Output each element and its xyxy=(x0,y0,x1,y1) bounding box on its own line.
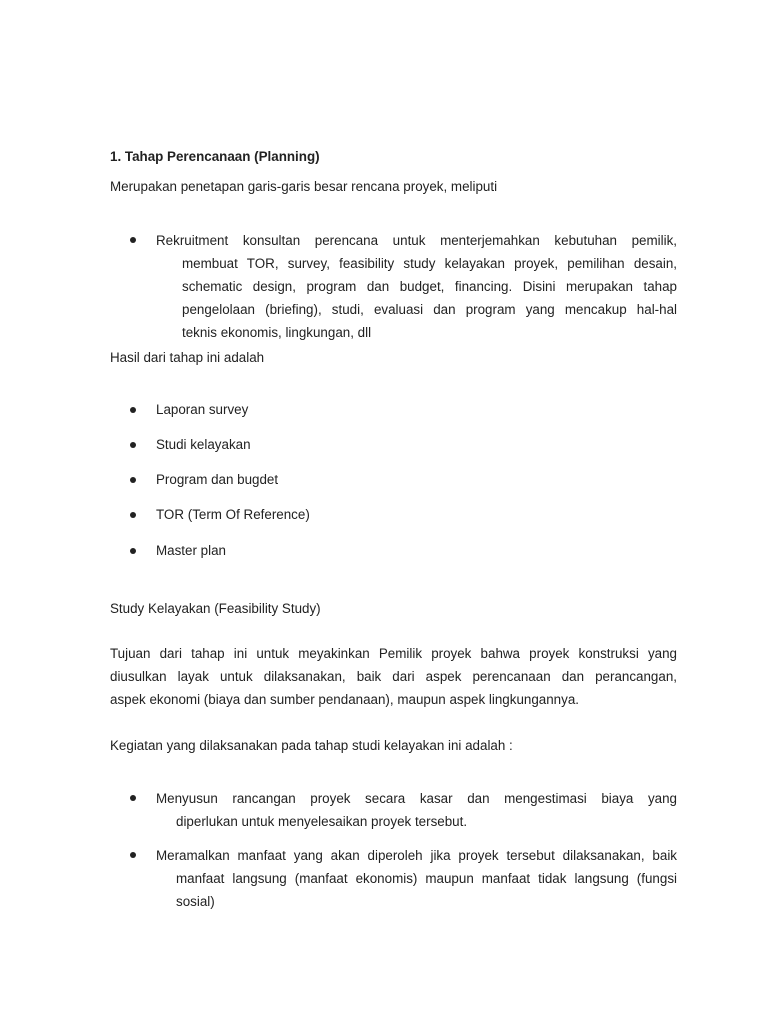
purpose-line: Tujuan dari tahap ini untuk meyakinkan Pemilik proyek bahwa proyek konstruksi yang xyxy=(110,646,677,661)
bullet-dot-icon xyxy=(130,442,136,448)
first-bullet-line: membuat TOR, survey, feasibility study kelayakan proyek, pemilihan desain, xyxy=(182,256,677,271)
activity-item xyxy=(156,844,677,913)
first-bullet-line: Rekruitment konsultan perencana untuk menterjemahkan kebutuhan pemilik, xyxy=(156,233,677,248)
bullet-dot-icon xyxy=(130,795,136,801)
list-item: Laporan survey xyxy=(156,402,249,417)
bullet-dot-icon xyxy=(130,477,136,483)
feasibility-title: Study Kelayakan (Feasibility Study) xyxy=(110,601,321,616)
bullet-dot-icon xyxy=(130,512,136,518)
list-item: Master plan xyxy=(156,543,226,558)
bullet-dot-icon xyxy=(130,852,136,858)
activity-line: manfaat langsung (manfaat ekonomis) maupun manfaat tidak langsung (fungsi xyxy=(176,871,677,886)
section-heading: 1. Tahap Perencanaan (Planning) xyxy=(110,149,320,164)
activity-item xyxy=(156,787,677,833)
bullet-dot-icon xyxy=(130,407,136,413)
section-intro: Merupakan penetapan garis-garis besar rencana proyek, meliputi xyxy=(110,179,498,194)
first-bullet-line: teknis ekonomis, lingkungan, dll xyxy=(182,325,372,340)
bullet-dot-icon xyxy=(130,237,136,243)
activity-line: Meramalkan manfaat yang akan diperoleh jika proyek tersebut dilaksanakan, baik xyxy=(156,848,677,863)
purpose-line: aspek ekonomi (biaya dan sumber pendanaan), maupun aspek lingkungannya. xyxy=(110,692,579,707)
bullet-dot-icon xyxy=(130,548,136,554)
first-bullet-paragraph xyxy=(156,229,677,344)
activity-line: diperlukan untuk menyelesaikan proyek tersebut. xyxy=(176,814,468,829)
activity-line: sosial) xyxy=(176,894,215,909)
feasibility-purpose-paragraph xyxy=(110,642,677,711)
list-item: TOR (Term Of Reference) xyxy=(156,507,310,522)
activity-line: Menyusun rancangan proyek secara kasar dan mengestimasi biaya yang xyxy=(156,791,677,806)
first-bullet-line: schematic design, program dan budget, financing. Disini merupakan tahap xyxy=(182,279,677,294)
list-item: Studi kelayakan xyxy=(156,437,251,452)
purpose-line: diusulkan layak untuk dilaksanakan, baik dari aspek perencanaan dan perancangan, xyxy=(110,669,677,684)
activities-label: Kegiatan yang dilaksanakan pada tahap studi kelayakan ini adalah : xyxy=(110,738,513,753)
list-item: Program dan bugdet xyxy=(156,472,279,487)
first-bullet-line: pengelolaan (briefing), studi, evaluasi dan program yang mencakup hal-hal xyxy=(182,302,677,317)
results-label: Hasil dari tahap ini adalah xyxy=(110,350,265,365)
